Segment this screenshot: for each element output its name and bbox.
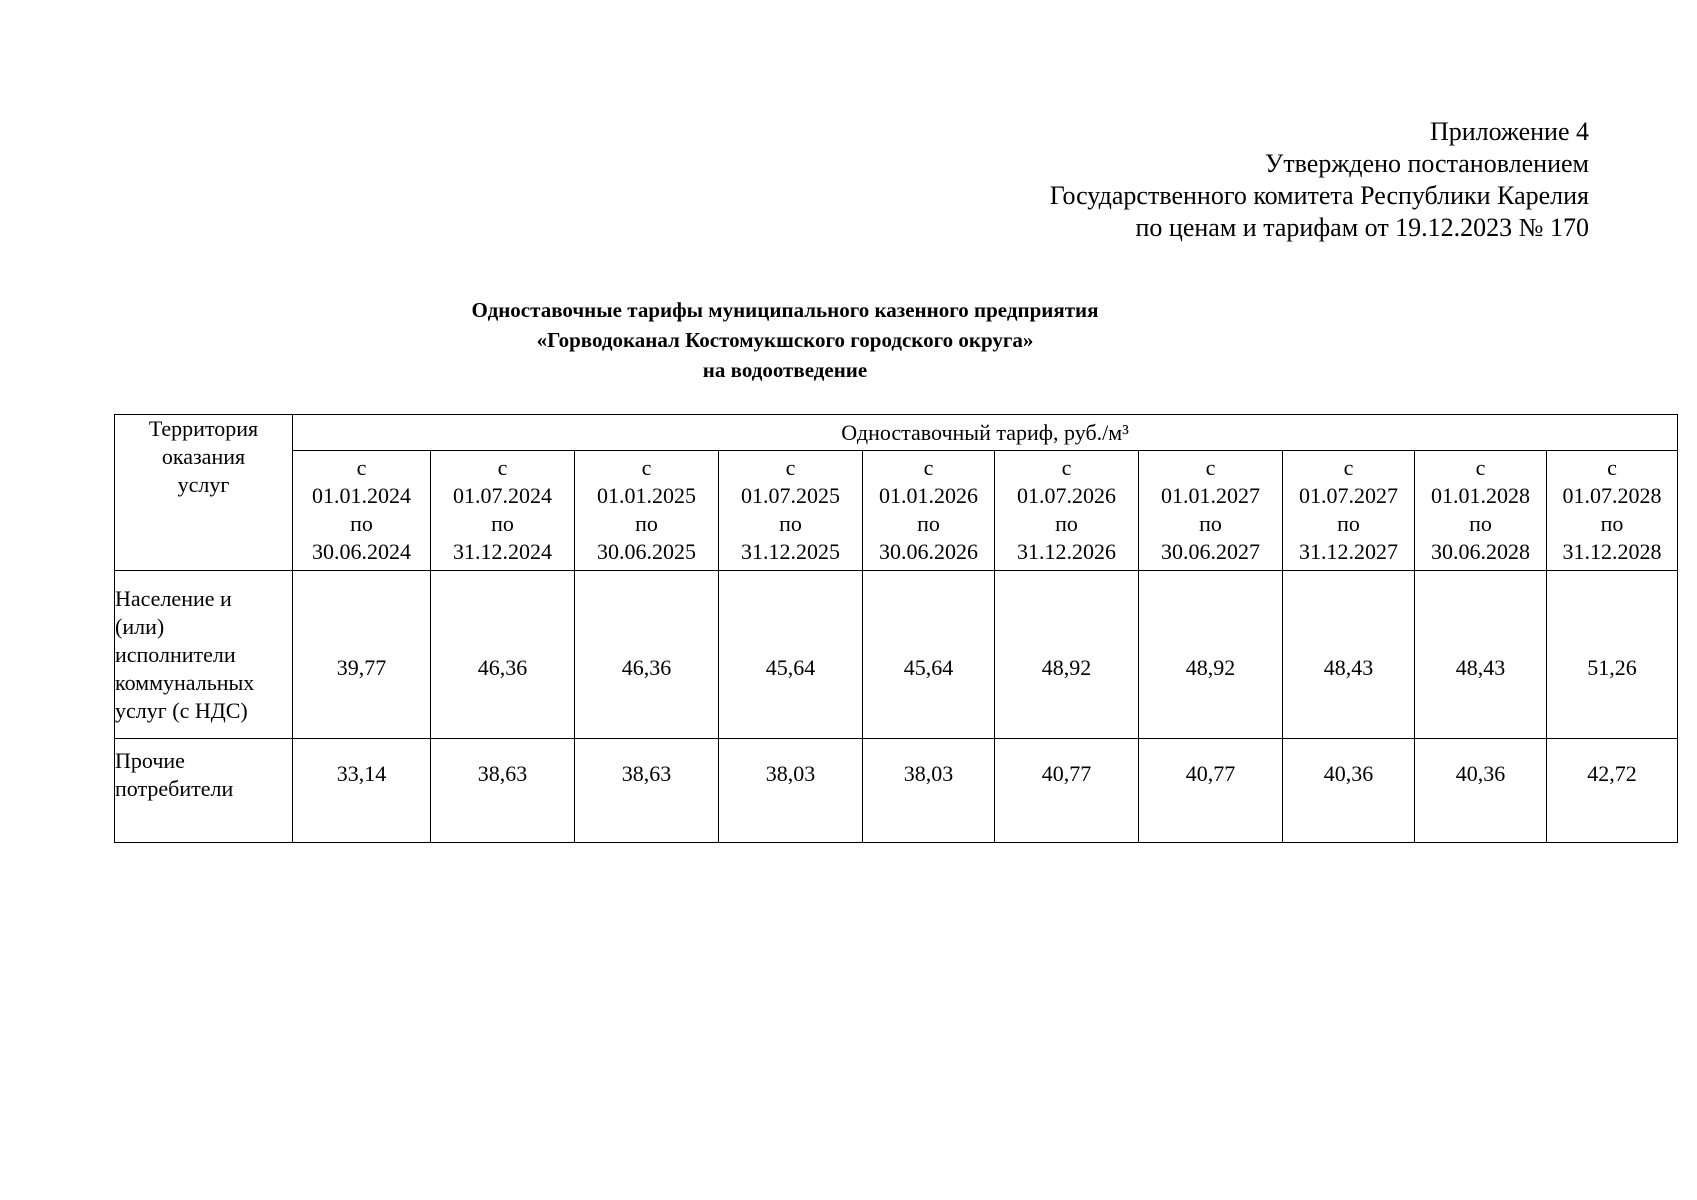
period-from-word: с [785, 455, 796, 481]
tariff-value-cell: 46,36 [431, 571, 575, 739]
period-from: 01.01.2026 [879, 483, 978, 509]
period-to: 31.12.2028 [1562, 539, 1662, 565]
period-to-word: по [1337, 511, 1360, 537]
territory-header-line: оказания [161, 444, 246, 469]
tariff-value-cell: 48,43 [1415, 571, 1547, 739]
tariff-value-cell: 45,64 [719, 571, 863, 739]
period-header-6 [995, 450, 1139, 570]
period-from: 01.07.2027 [1299, 483, 1398, 509]
period-from-word: с [1607, 455, 1617, 481]
row-label-line: (или) [115, 614, 165, 639]
approval-line: Утверждено постановлением [1264, 149, 1589, 178]
tariff-value-cell: 40,77 [995, 739, 1139, 843]
period-to: 30.06.2027 [1161, 539, 1260, 565]
period-header-1 [293, 450, 431, 570]
period-to-word: по [779, 511, 802, 537]
row-label-other-consumers [115, 739, 293, 843]
title-line-2: «Горводоканал Костомукшского городского округа» [536, 328, 1034, 352]
tariff-value-cell: 48,92 [995, 571, 1139, 739]
period-to: 30.06.2026 [879, 539, 978, 565]
period-header-8 [1283, 450, 1415, 570]
tariff-value-cell: 33,14 [293, 739, 431, 843]
tariff-table [114, 414, 1678, 843]
period-from: 01.01.2024 [312, 483, 411, 509]
period-to: 31.12.2024 [453, 539, 552, 565]
period-from: 01.07.2026 [1017, 483, 1116, 509]
row-label-line: Прочие [115, 748, 185, 773]
period-header-9 [1415, 450, 1547, 570]
period-header-10 [1547, 450, 1678, 570]
row-label-line: коммунальных [115, 670, 255, 695]
period-from-word: с [1205, 455, 1216, 481]
document-title [0, 295, 1570, 385]
tariff-value-cell: 45,64 [863, 571, 995, 739]
period-header-2 [431, 450, 575, 570]
period-to-word: по [1199, 511, 1222, 537]
period-to: 30.06.2025 [597, 539, 696, 565]
committee-line: Государственного комитета Республики Карелия [1049, 181, 1589, 210]
period-to: 30.06.2024 [312, 539, 411, 565]
title-line-3: на водоотведение [702, 358, 868, 382]
row-label-line: исполнители [115, 642, 236, 667]
tariff-value-cell: 40,36 [1283, 739, 1415, 843]
period-to: 31.12.2027 [1299, 539, 1398, 565]
period-to: 31.12.2026 [1017, 539, 1116, 565]
tariff-value-cell: 42,72 [1547, 739, 1678, 843]
tariff-value-cell: 39,77 [293, 571, 431, 739]
period-header-row [115, 450, 1678, 570]
period-to-word: по [917, 511, 940, 537]
period-from: 01.01.2027 [1161, 483, 1260, 509]
period-from-word: с [497, 455, 508, 481]
resolution-line: по ценам и тарифам от 19.12.2023 № 170 [1135, 213, 1589, 242]
tariff-value-cell: 48,43 [1283, 571, 1415, 739]
tariff-value-cell: 40,77 [1139, 739, 1283, 843]
tariff-value-cell: 46,36 [575, 571, 719, 739]
tariff-value-cell: 38,63 [431, 739, 575, 843]
period-to-word: по [635, 511, 658, 537]
period-from-word: с [923, 455, 934, 481]
table-row-other-consumers [115, 739, 1678, 843]
period-to-word: по [1055, 511, 1078, 537]
tariff-value-cell: 48,92 [1139, 571, 1283, 739]
period-header-7 [1139, 450, 1283, 570]
appendix-number: Приложение 4 [1429, 117, 1589, 146]
tariff-value-cell: 38,63 [575, 739, 719, 843]
territory-header-line: Территория [148, 416, 259, 441]
tariff-value-cell: 51,26 [1547, 571, 1678, 739]
period-from-word: с [1343, 455, 1354, 481]
period-from: 01.07.2025 [741, 483, 840, 509]
period-from: 01.07.2024 [453, 483, 552, 509]
territory-header-line: услуг [177, 472, 230, 497]
period-from-word: с [641, 455, 652, 481]
row-label-line: Население и [115, 586, 232, 611]
period-to: 31.12.2025 [741, 539, 840, 565]
title-line-1: Одноставочные тарифы муниципального казенного предприятия [471, 298, 1099, 322]
period-to-word: по [350, 511, 373, 537]
period-to-word: по [1600, 511, 1624, 537]
period-from-word: с [1475, 455, 1486, 481]
period-from: 01.07.2028 [1562, 483, 1662, 509]
period-from: 01.01.2028 [1431, 483, 1530, 509]
row-label-line: потребители [115, 776, 234, 801]
period-to-word: по [1469, 511, 1492, 537]
row-label-line: услуг (с НДС) [115, 698, 248, 723]
row-label-population [115, 571, 293, 739]
period-header-5 [863, 450, 995, 570]
period-from: 01.01.2025 [597, 483, 696, 509]
tariff-value-cell: 40,36 [1415, 739, 1547, 843]
appendix-block [1050, 116, 1589, 244]
table-row-population [115, 571, 1678, 739]
territory-column-header [115, 415, 293, 571]
period-from-word: с [1061, 455, 1072, 481]
period-to: 30.06.2028 [1431, 539, 1530, 565]
period-header-3 [575, 450, 719, 570]
period-to-word: по [491, 511, 514, 537]
tariff-value-cell: 38,03 [719, 739, 863, 843]
period-header-4 [719, 450, 863, 570]
tariff-group-header: Одноставочный тариф, руб./м³ [293, 415, 1678, 451]
tariff-value-cell: 38,03 [863, 739, 995, 843]
period-from-word: с [356, 455, 367, 481]
